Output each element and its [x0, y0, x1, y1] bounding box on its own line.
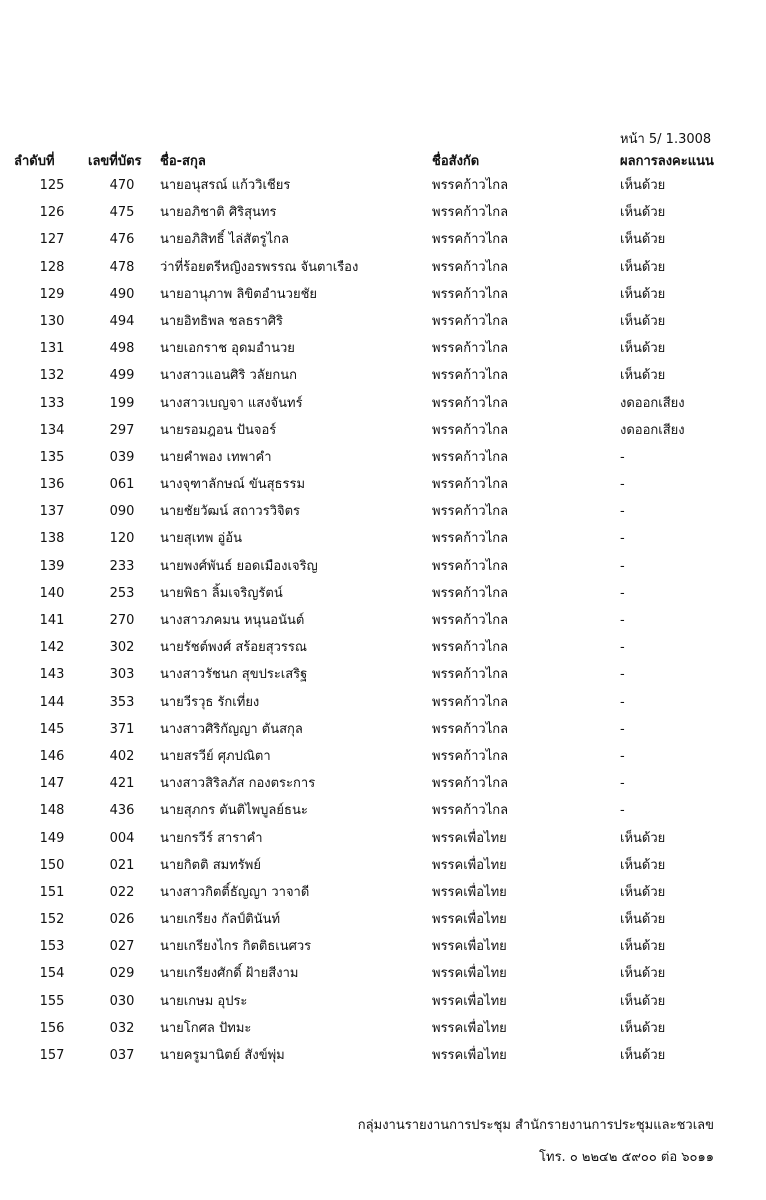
- cell-result: งดออกเสียง: [620, 422, 685, 438]
- cell-party: พรรคก้าวไกล: [432, 667, 509, 683]
- cell-name: นายรอมฎอน ปันจอร์: [160, 422, 277, 438]
- table-row: [0, 500, 766, 527]
- cell-seq: 143: [39, 667, 65, 683]
- cell-result: เห็นด้วย: [620, 939, 666, 955]
- table-row: [0, 636, 766, 663]
- cell-seq: 147: [39, 776, 65, 792]
- cell-name: นายชัยวัฒน์ สถาวรวิจิตร: [160, 504, 301, 520]
- cell-card: 499: [109, 368, 135, 384]
- cell-name: นายเอกราช อุดมอำนวย: [160, 341, 295, 357]
- cell-name: นายคำพอง เทพาคำ: [160, 449, 272, 465]
- table-row: [0, 555, 766, 582]
- cell-card: 476: [109, 232, 135, 248]
- cell-card: 253: [109, 585, 135, 601]
- cell-name: นายพงศ์พันธ์ ยอดเมืองเจริญ: [160, 558, 318, 574]
- cell-result: -: [620, 803, 625, 819]
- cell-result: เห็นด้วย: [620, 286, 666, 302]
- table-row: [0, 174, 766, 201]
- table-row: [0, 310, 766, 337]
- table-row: [0, 201, 766, 228]
- table-row: [0, 419, 766, 446]
- cell-seq: 146: [39, 748, 65, 764]
- cell-party: พรรคก้าวไกล: [432, 694, 509, 710]
- cell-seq: 144: [39, 694, 65, 710]
- table-row: [0, 745, 766, 772]
- cell-seq: 150: [39, 857, 65, 873]
- table-row: [0, 772, 766, 799]
- cell-name: นายอภิชาติ ศิริสุนทร: [160, 205, 277, 221]
- table-body: [0, 174, 766, 1071]
- cell-seq: 132: [39, 368, 65, 384]
- cell-name: นายสุเทพ อู่อ้น: [160, 531, 242, 547]
- header-party: ชื่อสังกัด: [432, 154, 480, 169]
- cell-party: พรรคก้าวไกล: [432, 449, 509, 465]
- cell-name: นายเกรียง กัลป์ตินันท์: [160, 912, 281, 928]
- cell-seq: 127: [39, 232, 65, 248]
- cell-card: 371: [109, 721, 135, 737]
- cell-name: นางสาวรัชนก สุขประเสริฐ: [160, 667, 308, 683]
- cell-card: 490: [109, 286, 135, 302]
- table-row: [0, 935, 766, 962]
- table-header: [0, 150, 766, 174]
- cell-card: 353: [109, 694, 135, 710]
- footer-org: กลุ่มงานรายงานการประชุม สำนักรายงานการประชุมและชวเลข: [357, 1118, 714, 1133]
- table-row: [0, 392, 766, 419]
- cell-card: 027: [109, 939, 135, 955]
- cell-seq: 151: [39, 884, 65, 900]
- cell-party: พรรคเพื่อไทย: [432, 857, 507, 873]
- cell-card: 475: [109, 205, 135, 221]
- cell-name: นางสาวสิริลภัส กองตระการ: [160, 776, 316, 792]
- cell-party: พรรคก้าวไกล: [432, 748, 509, 764]
- cell-result: เห็นด้วย: [620, 830, 666, 846]
- table-row: [0, 881, 766, 908]
- cell-party: พรรคก้าวไกล: [432, 286, 509, 302]
- cell-card: 470: [109, 178, 135, 193]
- cell-card: 004: [109, 830, 135, 846]
- cell-party: พรรคเพื่อไทย: [432, 1020, 507, 1036]
- footer-phone: โทร. ๐ ๒๒๔๒ ๕๙๐๐ ต่อ ๖๐๑๑: [539, 1150, 714, 1165]
- cell-name: นายครูมานิตย์ สังข์พุ่ม: [160, 1048, 285, 1063]
- table-row: [0, 337, 766, 364]
- cell-card: 302: [109, 640, 135, 656]
- cell-seq: 157: [39, 1048, 65, 1063]
- cell-name: นายสรวีย์ ศุภปณิตา: [160, 748, 271, 764]
- table-row: [0, 827, 766, 854]
- cell-name: นายเกรียงศักดิ์ ฝ้ายสีงาม: [160, 966, 299, 982]
- cell-name: นายอภิสิทธิ์ ไล่สัตรูไกล: [160, 232, 289, 248]
- cell-card: 022: [109, 884, 135, 900]
- cell-name: นายเกษม อุประ: [160, 993, 248, 1009]
- cell-seq: 134: [39, 422, 65, 438]
- cell-seq: 155: [39, 993, 65, 1009]
- table-row: [0, 283, 766, 310]
- cell-seq: 137: [39, 504, 65, 520]
- cell-card: 421: [109, 776, 135, 792]
- cell-name: ว่าที่ร้อยตรีหญิงอรพรรณ จันตาเรือง: [160, 259, 359, 275]
- cell-seq: 128: [39, 259, 65, 275]
- cell-name: นายอนุสรณ์ แก้ววิเชียร: [160, 178, 291, 193]
- cell-card: 039: [109, 449, 135, 465]
- cell-name: นายเกรียงไกร กิตติธเนศวร: [160, 939, 312, 955]
- cell-result: เห็นด้วย: [620, 857, 666, 873]
- table-row: [0, 582, 766, 609]
- cell-card: 032: [109, 1020, 135, 1036]
- cell-card: 303: [109, 667, 135, 683]
- cell-party: พรรคเพื่อไทย: [432, 993, 507, 1009]
- cell-result: งดออกเสียง: [620, 395, 685, 411]
- cell-result: เห็นด้วย: [620, 912, 666, 928]
- cell-seq: 139: [39, 558, 65, 574]
- cell-card: 498: [109, 341, 135, 357]
- cell-result: เห็นด้วย: [620, 313, 666, 329]
- cell-result: -: [620, 694, 625, 710]
- cell-card: 037: [109, 1048, 135, 1063]
- cell-name: นางสาวศิริกัญญา ตันสกุล: [160, 721, 303, 737]
- cell-result: -: [620, 558, 625, 574]
- cell-result: เห็นด้วย: [620, 884, 666, 900]
- page-number: หน้า 5/ 1.3008: [620, 132, 712, 147]
- cell-seq: 135: [39, 449, 65, 465]
- cell-party: พรรคก้าวไกล: [432, 341, 509, 357]
- table-row: [0, 609, 766, 636]
- table-row: [0, 446, 766, 473]
- table-row: [0, 990, 766, 1017]
- cell-seq: 154: [39, 966, 65, 982]
- cell-card: 061: [109, 477, 135, 493]
- cell-name: นายพิธา ลิ้มเจริญรัตน์: [160, 585, 283, 601]
- cell-result: เห็นด้วย: [620, 368, 666, 384]
- vote-table: [0, 150, 766, 1071]
- cell-party: พรรคก้าวไกล: [432, 395, 509, 411]
- cell-party: พรรคเพื่อไทย: [432, 830, 507, 846]
- table-row: [0, 663, 766, 690]
- cell-party: พรรคก้าวไกล: [432, 368, 509, 384]
- cell-name: นางสาวแอนศิริ วลัยกนก: [160, 368, 298, 384]
- cell-party: พรรคเพื่อไทย: [432, 884, 507, 900]
- cell-card: 270: [109, 613, 135, 628]
- cell-seq: 126: [39, 205, 65, 221]
- cell-card: 030: [109, 993, 135, 1009]
- cell-result: -: [620, 776, 625, 792]
- cell-result: เห็นด้วย: [620, 966, 666, 982]
- table-row: [0, 228, 766, 255]
- cell-seq: 156: [39, 1020, 65, 1036]
- cell-party: พรรคก้าวไกล: [432, 776, 509, 792]
- header-card: เลขที่บัตร: [88, 154, 142, 169]
- table-row: [0, 527, 766, 554]
- cell-party: พรรคก้าวไกล: [432, 721, 509, 737]
- cell-seq: 125: [39, 178, 65, 193]
- cell-name: นายอานุภาพ ลิขิตอำนวยชัย: [160, 286, 318, 302]
- cell-name: นายโกศล ปัทมะ: [160, 1020, 252, 1036]
- header-result: ผลการลงคะแนน: [620, 154, 714, 169]
- cell-party: พรรคเพื่อไทย: [432, 939, 507, 955]
- cell-party: พรรคก้าวไกล: [432, 205, 509, 221]
- cell-result: เห็นด้วย: [620, 341, 666, 357]
- cell-seq: 133: [39, 395, 65, 411]
- cell-seq: 136: [39, 477, 65, 493]
- cell-seq: 130: [39, 313, 65, 329]
- cell-card: 494: [109, 313, 135, 329]
- cell-result: -: [620, 585, 625, 601]
- cell-party: พรรคก้าวไกล: [432, 178, 509, 193]
- cell-party: พรรคก้าวไกล: [432, 803, 509, 819]
- cell-name: นายวีรวุธ รักเที่ยง: [160, 694, 260, 710]
- cell-seq: 148: [39, 803, 65, 819]
- cell-party: พรรคก้าวไกล: [432, 558, 509, 574]
- cell-seq: 131: [39, 341, 65, 357]
- header-name: ชื่อ-สกุล: [160, 154, 206, 169]
- cell-card: 021: [109, 857, 135, 873]
- cell-seq: 141: [39, 613, 65, 628]
- cell-party: พรรคเพื่อไทย: [432, 1048, 507, 1063]
- cell-party: พรรคก้าวไกล: [432, 504, 509, 520]
- cell-party: พรรคก้าวไกล: [432, 259, 509, 275]
- cell-card: 026: [109, 912, 135, 928]
- cell-seq: 153: [39, 939, 65, 955]
- cell-card: 233: [109, 558, 135, 574]
- cell-result: เห็นด้วย: [620, 1048, 666, 1063]
- cell-result: เห็นด้วย: [620, 205, 666, 221]
- cell-name: นายกรวีร์ สาราคำ: [160, 830, 263, 846]
- cell-name: นางสาวกิตติ์ธัญญา วาจาดี: [160, 884, 310, 900]
- cell-seq: 138: [39, 531, 65, 547]
- cell-name: นายรัชต์พงศ์ สร้อยสุวรรณ: [160, 640, 307, 656]
- table-row: [0, 1044, 766, 1071]
- cell-party: พรรคเพื่อไทย: [432, 912, 507, 928]
- cell-result: -: [620, 504, 625, 520]
- cell-name: นายสุภกร ตันติไพบูลย์ธนะ: [160, 803, 308, 819]
- cell-card: 120: [109, 531, 135, 547]
- cell-seq: 152: [39, 912, 65, 928]
- table-row: [0, 718, 766, 745]
- cell-result: -: [620, 477, 625, 493]
- table-row: [0, 854, 766, 881]
- cell-party: พรรคก้าวไกล: [432, 313, 509, 329]
- cell-seq: 140: [39, 585, 65, 601]
- cell-name: นางสาวภคมน หนุนอนันต์: [160, 613, 305, 628]
- cell-result: เห็นด้วย: [620, 993, 666, 1009]
- cell-party: พรรคก้าวไกล: [432, 585, 509, 601]
- cell-party: พรรคก้าวไกล: [432, 531, 509, 547]
- cell-result: -: [620, 748, 625, 764]
- table-row: [0, 364, 766, 391]
- cell-result: -: [620, 613, 625, 628]
- cell-card: 090: [109, 504, 135, 520]
- cell-seq: 149: [39, 830, 65, 846]
- cell-party: พรรคก้าวไกล: [432, 640, 509, 656]
- cell-card: 199: [109, 395, 135, 411]
- cell-result: เห็นด้วย: [620, 1020, 666, 1036]
- table-row: [0, 473, 766, 500]
- cell-name: นายอิทธิพล ชลธราศิริ: [160, 313, 284, 329]
- cell-result: -: [620, 640, 625, 656]
- cell-seq: 142: [39, 640, 65, 656]
- cell-party: พรรคก้าวไกล: [432, 477, 509, 493]
- cell-party: พรรคก้าวไกล: [432, 232, 509, 248]
- cell-card: 436: [109, 803, 135, 819]
- table-row: [0, 1017, 766, 1044]
- cell-result: เห็นด้วย: [620, 259, 666, 275]
- table-row: [0, 799, 766, 826]
- cell-result: เห็นด้วย: [620, 232, 666, 248]
- header-seq: ลำดับที่: [14, 154, 55, 169]
- cell-card: 402: [109, 748, 135, 764]
- cell-name: นางจุฑาลักษณ์ ขันสุธรรม: [160, 477, 306, 493]
- cell-party: พรรคก้าวไกล: [432, 422, 509, 438]
- cell-card: 478: [109, 259, 135, 275]
- cell-result: -: [620, 531, 625, 547]
- table-row: [0, 962, 766, 989]
- cell-result: -: [620, 449, 625, 465]
- cell-card: 029: [109, 966, 135, 982]
- cell-party: พรรคก้าวไกล: [432, 613, 509, 628]
- cell-card: 297: [109, 422, 135, 438]
- cell-result: -: [620, 721, 625, 737]
- cell-seq: 129: [39, 286, 65, 302]
- cell-name: นายกิตติ สมทรัพย์: [160, 857, 261, 873]
- cell-result: เห็นด้วย: [620, 178, 666, 193]
- cell-seq: 145: [39, 721, 65, 737]
- cell-party: พรรคเพื่อไทย: [432, 966, 507, 982]
- cell-result: -: [620, 667, 625, 683]
- table-row: [0, 908, 766, 935]
- table-row: [0, 691, 766, 718]
- table-row: [0, 256, 766, 283]
- cell-name: นางสาวเบญจา แสงจันทร์: [160, 395, 303, 411]
